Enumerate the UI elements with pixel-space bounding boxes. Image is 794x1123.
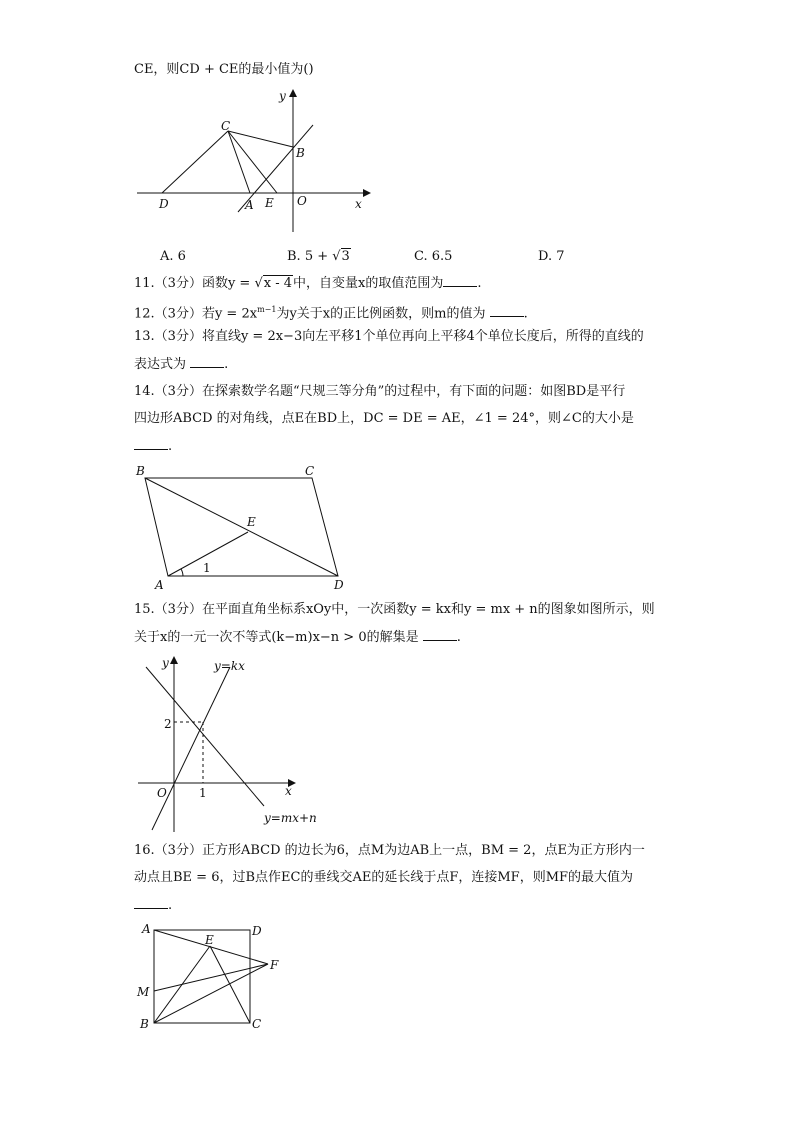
segment-bf bbox=[154, 964, 268, 1023]
q15-label-o: O bbox=[157, 786, 167, 800]
q15-label-2: 2 bbox=[164, 717, 172, 731]
segment-cb bbox=[228, 131, 293, 147]
q14-line2: 四边形ABCD 的对角线，点E在BD上，DC = DE = AE，∠1 = 24°，则∠C的大小是 bbox=[134, 411, 634, 426]
angle-1-arc bbox=[181, 569, 183, 576]
q10-option-c: C. 6.5 bbox=[414, 249, 453, 264]
q14-line3: . bbox=[134, 437, 172, 456]
q10-label-d: D bbox=[159, 197, 169, 211]
segment-ce bbox=[228, 131, 277, 193]
q15-label-ykx: y=kx bbox=[214, 659, 245, 673]
q16-line2: 动点且BE = 6，过B点作EC的垂线交AE的延长线于点F，连接MF，则MF的最大值为 bbox=[134, 870, 634, 885]
q16-label-e: E bbox=[205, 933, 214, 947]
q15-label-ymxn: y=mx+n bbox=[264, 811, 317, 825]
q10-label-a: A bbox=[245, 198, 254, 212]
q14-line1: 14.（3分）在探索数学名题“尺规三等分角”的过程中，有下面的问题：如图BD是平行 bbox=[134, 384, 626, 399]
segment-mf bbox=[154, 964, 268, 991]
q12-text: 12.（3分）若$y = 2x^{m-1}$为y关于x的正比例函数，则m的值为 . bbox=[134, 305, 528, 322]
line-y-kx bbox=[152, 667, 230, 830]
q11-text: 11.（3分）函数y = √x - 4中，自变量x的取值范围为 . bbox=[134, 276, 482, 291]
q15-line1: 15.（3分）在平面直角坐标系xOy中，一次函数y = kx和y = mx + n的图象如图所示，则 bbox=[134, 602, 655, 617]
q10-option-d: D. 7 bbox=[538, 249, 565, 264]
segment-ca bbox=[228, 131, 250, 193]
q15-figure bbox=[138, 657, 295, 832]
q14-label-d: D bbox=[334, 578, 344, 592]
q13-line1: 13.（3分）将直线y = 2x−3向左平移1个单位再向上平移4个单位长度后，所得的直线的 bbox=[134, 329, 644, 344]
q10-label-x: x bbox=[355, 197, 362, 211]
q14-label-e: E bbox=[247, 515, 256, 529]
diagonal-bd bbox=[145, 478, 338, 576]
q13-line2: 表达式为 . bbox=[134, 357, 229, 372]
segment-dc bbox=[162, 131, 228, 193]
q10-option-b: B. 5 + √3 bbox=[287, 249, 350, 264]
q10-label-c: C bbox=[221, 119, 231, 133]
q16-label-f: F bbox=[270, 958, 279, 972]
q16-label-c: C bbox=[252, 1017, 262, 1031]
q16-line3: . bbox=[134, 896, 172, 915]
q15-line2: 关于x的一元一次不等式(k−m)x−n > 0的解集是 . bbox=[134, 630, 461, 645]
q14-label-a: A bbox=[155, 578, 164, 592]
segment-ec bbox=[210, 946, 250, 1023]
q16-label-a: A bbox=[142, 922, 151, 936]
q16-line1: 16.（3分）正方形ABCD 的边长为6，点M为边AB上一点，BM = 2，点E为正方形内一 bbox=[134, 843, 645, 858]
q10-label-e: E bbox=[265, 196, 274, 210]
q16-label-d: D bbox=[252, 924, 262, 938]
q10-text: CE，则CD + CE的最小值为() bbox=[134, 62, 314, 77]
q10-label-b: B bbox=[296, 146, 305, 160]
q14-label-angle-1: 1 bbox=[203, 561, 211, 575]
q14-label-c: C bbox=[305, 464, 315, 478]
q14-label-b: B bbox=[136, 464, 145, 478]
q10-label-o: O bbox=[297, 194, 307, 208]
q10-label-y: y bbox=[279, 89, 286, 103]
q15-label-1: 1 bbox=[199, 786, 207, 800]
q14-figure bbox=[145, 478, 338, 576]
q16-label-b: B bbox=[140, 1017, 149, 1031]
q15-label-x: x bbox=[285, 784, 292, 798]
q16-label-m: M bbox=[137, 985, 150, 999]
q10-option-a: A. 6 bbox=[160, 249, 186, 264]
q15-label-y: y bbox=[162, 656, 169, 670]
